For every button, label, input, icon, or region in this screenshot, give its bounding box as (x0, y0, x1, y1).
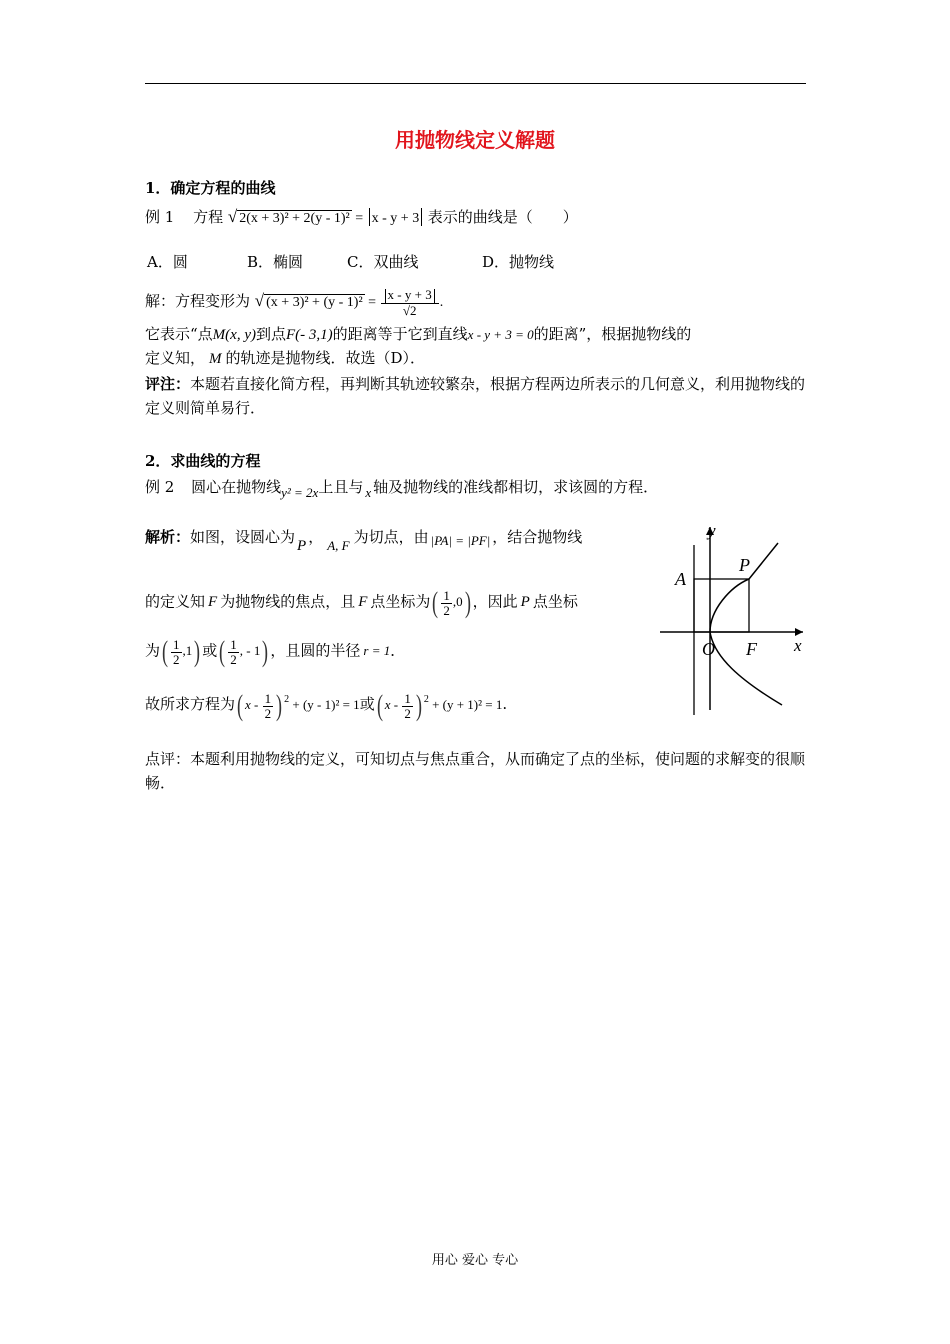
explain-text-2a: 定义知， (145, 349, 206, 367)
var-p: P (297, 538, 307, 554)
coord-p2-den: 2 (230, 651, 237, 667)
tangent-square (694, 579, 749, 632)
example-2-text-c: 轴及抛物线的准线都相切，求该圆的方程． (373, 478, 659, 496)
explain-text-1c: 的距离等于它到直线 (332, 325, 468, 343)
review-2 (145, 747, 806, 795)
explain-text-2b: 的轨迹是抛物线．故选（D）． (225, 349, 426, 367)
explain-line-2 (145, 348, 425, 369)
coord-p1-tail: ,1 (182, 643, 193, 659)
circle-1-den: 2 (264, 705, 272, 721)
point-f: F(- 3,1) (286, 327, 333, 343)
eq2-lhs: (x + 3)² + (y - 1)² (266, 295, 363, 311)
var-a-f: A, F (327, 538, 350, 553)
example-2-label: 例 2 (145, 478, 175, 496)
explain-text-1b: 到点 (255, 325, 286, 343)
coord-f-den: 2 (443, 602, 450, 618)
example-2-line (145, 477, 658, 503)
analysis-text-1c: 为切点，由 (353, 528, 429, 546)
parabola-figure (650, 515, 810, 720)
option-c: C．双曲线 (347, 253, 419, 271)
section-1-heading: 1．确定方程的曲线 (145, 179, 276, 197)
parabola-equation: y² = 2x (281, 485, 319, 500)
example-1-tail: 表示的曲线是（ ） (427, 208, 578, 226)
comment-text: 本题若直接化简方程，再判断其轨迹较繁杂，根据方程两边所表示的几何意义，利用抛物线的定义则简单易行． (145, 375, 806, 417)
example-2-text-b: 上且与 (318, 478, 364, 496)
option-b: B．椭圆 (247, 253, 304, 271)
coord-p2-tail: , - 1 (239, 643, 261, 659)
analysis-text-2c: 点坐标为 (370, 592, 431, 611)
var-m: M (209, 351, 222, 367)
coord-f: ( $\frac{1}{2}$ ,0) (432, 586, 471, 619)
top-rule (145, 83, 806, 84)
eq1-lhs: 2(x + 3)² + 2(y - 1)² (239, 211, 350, 226)
explain-text-1d: 的距离”，根据抛物线的 (533, 325, 692, 343)
x-axis-arrow (795, 628, 803, 636)
radius-equation: r = 1 (363, 643, 391, 659)
var-p-2: P (520, 594, 530, 611)
label-a: A (675, 569, 686, 589)
circle-equation-1: ( x - $\frac{1}{2}$ ) $^2$ + (y - 1)² = 1 (237, 689, 360, 723)
page-title: 用抛物线定义解题 (395, 128, 555, 152)
circle-1-num: 1 (264, 690, 272, 706)
analysis-line-2 (145, 588, 578, 618)
analysis-text-1d: ，结合抛物线 (492, 528, 583, 546)
analysis-text-3b: 或 (202, 641, 218, 660)
analysis-text-3c: ，且圆的半径 (270, 641, 361, 660)
option-a: A．圆 (147, 253, 188, 271)
coord-p1-num: 1 (173, 636, 180, 652)
coord-p2: ( $\frac{1}{2}$ , - 1) (219, 635, 269, 668)
circle-2-tail: + (y + 1)² = 1 (432, 697, 503, 712)
circle-2-num: 1 (404, 690, 411, 706)
var-f-2: F (358, 594, 368, 611)
solution-1-line (145, 288, 443, 318)
review-text: 本题利用抛物线的定义，可知切点与焦点重合，从而确定了点的坐标，使问题的求解变的很顺畅． (145, 750, 806, 792)
example-1-line (145, 207, 578, 229)
comment-label: 评注： (145, 375, 191, 393)
label-f: F (746, 639, 757, 659)
coord-f-num: 1 (443, 587, 450, 603)
eq2-fraction (381, 288, 439, 318)
pa-pf-equation: |PA| = |PF| (430, 533, 491, 548)
example-2-text-a: 圆心在抛物线 (191, 478, 282, 496)
analysis-text-4b: 或 (359, 695, 375, 713)
label-x: x (794, 636, 802, 655)
analysis-text-1a: 如图，设圆心为 (190, 528, 296, 546)
label-p: P (739, 555, 750, 575)
circle-2-den: 2 (404, 705, 411, 721)
analysis-text-2b: 为抛物线的焦点，且 (220, 592, 356, 611)
review-label: 点评： (145, 750, 191, 768)
example-1-equation: √ 2(x + 3)² + 2(y - 1)² = x - y + 3 (228, 211, 428, 226)
section-2-heading: 2．求曲线的方程 (145, 452, 261, 470)
eq2: √ (x + 3)² + (y - 1)² = $\frac{x - y + 3}{√2}$ . (254, 287, 444, 318)
circle-1-x: x - (245, 697, 259, 712)
example-1-label: 例 1 (145, 208, 175, 226)
coord-p2-num: 1 (230, 636, 237, 652)
coord-f-tail: ,0 (452, 594, 463, 610)
label-o: O (702, 639, 715, 659)
circle-equation-2: ( x - $\frac{1}{2}$ ) $^2$ + (y + 1)² = 1 (376, 689, 503, 723)
analysis-text-2d: ，因此 (472, 592, 518, 611)
eq1-rhs: x - y + 3 (371, 211, 420, 226)
analysis-line-1 (145, 527, 582, 556)
eq2-den: √2 (402, 303, 417, 318)
option-d: D．抛物线 (482, 253, 555, 271)
analysis-text-3a: 为 (145, 641, 161, 660)
circle-1-tail: + (y - 1)² = 1 (292, 697, 360, 712)
label-y: y (708, 521, 716, 540)
analysis-text-4a: 故所求方程为 (145, 695, 236, 713)
analysis-line-4: 故所求方程为( x - $\frac{1}{2}$ ) $^2$ + (y - 1)² = 1或( x - $\frac{1}{2}$ ) $^2$ + (y + 1)² = 1. (145, 689, 508, 723)
solution-label: 解：方程变形为 (145, 292, 251, 311)
line-equation: x - y + 3 = 0 (467, 327, 534, 342)
coord-p1: ( $\frac{1}{2}$ ,1) (162, 635, 201, 668)
explain-line-1 (145, 324, 691, 345)
analysis-text-2e: 点坐标 (532, 592, 578, 611)
point-m: M(x, y) (212, 327, 256, 343)
footer: 用心 爱心 专心 (431, 1253, 519, 1268)
var-x: x (365, 485, 372, 500)
var-f-1: F (208, 594, 218, 611)
example-1-intro: 方程 (193, 208, 224, 226)
analysis-label: 解析： (145, 528, 191, 546)
analysis-line-3: 为( $\frac{1}{2}$ ,1) 或( $\frac{1}{2}$ , - 1) ，且圆的半径 r = 1． (145, 635, 406, 668)
analysis-text-1b: ， (308, 528, 324, 546)
coord-p1-den: 2 (173, 651, 180, 667)
explain-text-1a: 它表示“点 (145, 325, 213, 343)
eq2-num: x - y + 3 (387, 287, 432, 302)
analysis-text-2a: 的定义知 (145, 592, 206, 611)
comment-1 (145, 372, 806, 420)
circle-2-x: x - (384, 697, 399, 712)
